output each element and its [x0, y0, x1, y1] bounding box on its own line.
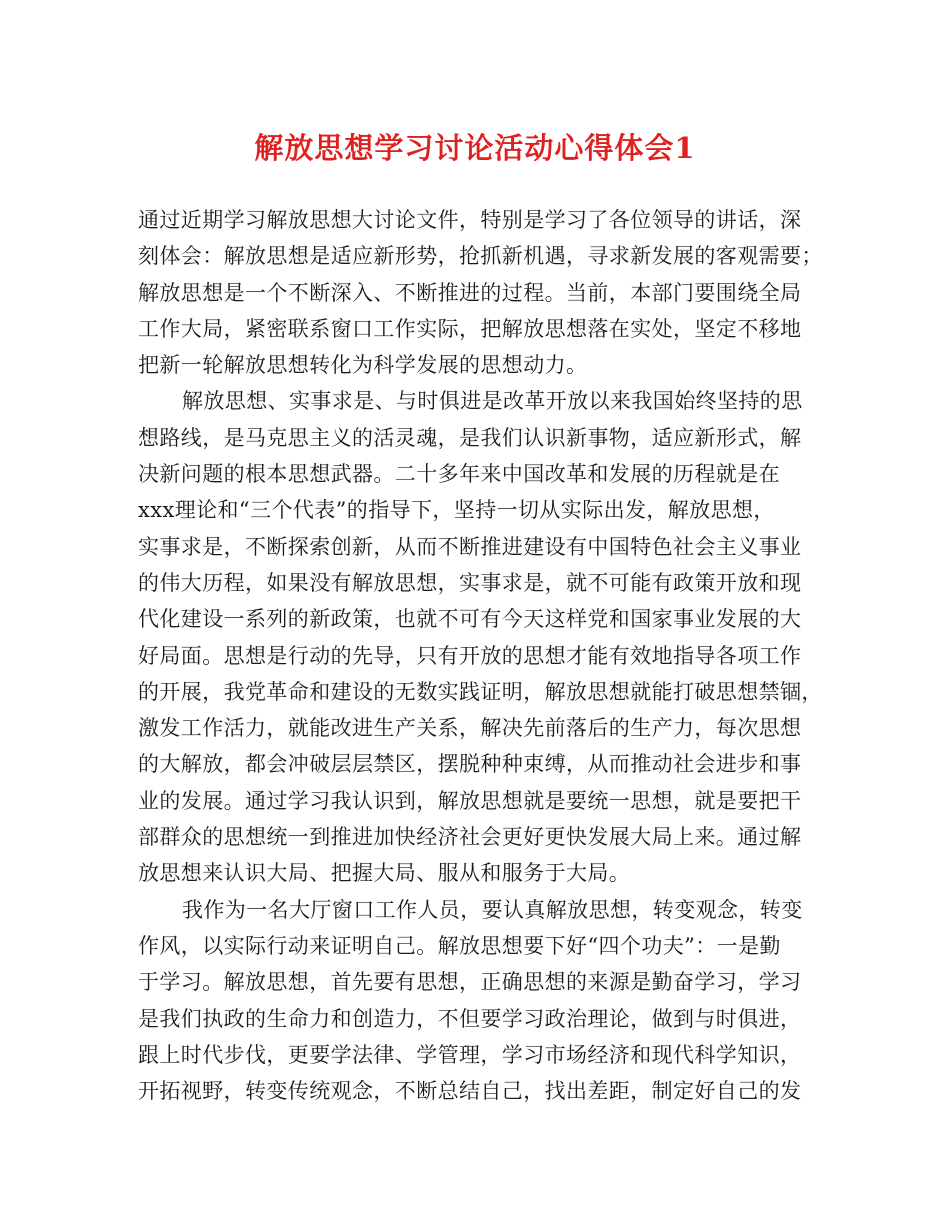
text-line: 业的发展。通过学习我认识到，解放思想就是要统一思想，就是要把干: [138, 788, 802, 813]
text-line: 的伟大历程，如果没有解放思想，实事求是，就不可能有政策开放和现: [138, 570, 802, 595]
text-line: 好局面。思想是行动的先导，只有开放的思想才能有效地指导各项工作: [138, 643, 802, 668]
paragraph-first-line: 解放思想、实事求是、与时俱进是改革开放以来我国始终坚持的思: [182, 389, 803, 414]
text-line: 开拓视野，转变传统观念，不断总结自己，找出差距，制定好自己的发: [138, 1079, 802, 1104]
document-title: 解放思想学习讨论活动心得体会1: [254, 131, 696, 165]
text-line: 刻体会：解放思想是适应新形势，抢抓新机遇，寻求新发展的客观需要；: [138, 244, 823, 269]
document-body: [138, 202, 822, 1109]
text-line: 工作大局，紧密联系窗口工作实际，把解放思想落在实处，坚定不移地: [138, 316, 802, 341]
text-line: 激发工作活力，就能改进生产关系，解决先前落后的生产力，每次思想: [138, 716, 802, 741]
text-line: 解放思想是一个不断深入、不断推进的过程。当前，本部门要围绕全局: [138, 280, 802, 305]
text-line: 作风，以实际行动来证明自己。解放思想要下好“四个功夫”：一是勤: [138, 933, 781, 958]
text-line: 代化建设一系列的新政策，也就不可有今天这样党和国家事业发展的大: [138, 607, 802, 632]
text-line: 实事求是，不断探索创新，从而不断推进建设有中国特色社会主义事业: [138, 534, 802, 559]
text-line: 的开展，我党革命和建设的无数实践证明，解放思想就能打破思想禁锢，: [138, 679, 823, 704]
text-line: 是我们执政的生命力和创造力，不但要学习政治理论，做到与时俱进，: [138, 1006, 802, 1031]
text-line: xxx理论和“三个代表”的指导下，坚持一切从实际出发，解放思想，: [138, 498, 775, 523]
text-line: 跟上时代步伐，更要学法律、学管理，学习市场经济和现代科学知识，: [138, 1042, 802, 1067]
text-line: 决新问题的根本思想武器。二十多年来中国改革和发展的历程就是在: [138, 462, 780, 487]
text-line: 把新一轮解放思想转化为科学发展的思想动力。: [138, 353, 588, 378]
text-line: 的大解放，都会冲破层层禁区，摆脱种种束缚，从而推动社会进步和事: [138, 752, 802, 777]
text-line: 于学习。解放思想，首先要有思想，正确思想的来源是勤奋学习，学习: [138, 970, 802, 995]
text-line: 通过近期学习解放思想大讨论文件，特别是学习了各位领导的讲话，深: [138, 208, 802, 232]
text-line: 放思想来认识大局、把握大局、服从和服务于大局。: [138, 861, 631, 886]
paragraph-first-line: 我作为一名大厅窗口工作人员，要认真解放思想，转变观念，转变: [182, 897, 803, 922]
text-line: 部群众的思想统一到推进加快经济社会更好更快发展大局上来。通过解: [138, 825, 802, 850]
text-line: 想路线，是马克思主义的活灵魂，是我们认识新事物，适应新形式，解: [138, 425, 802, 450]
